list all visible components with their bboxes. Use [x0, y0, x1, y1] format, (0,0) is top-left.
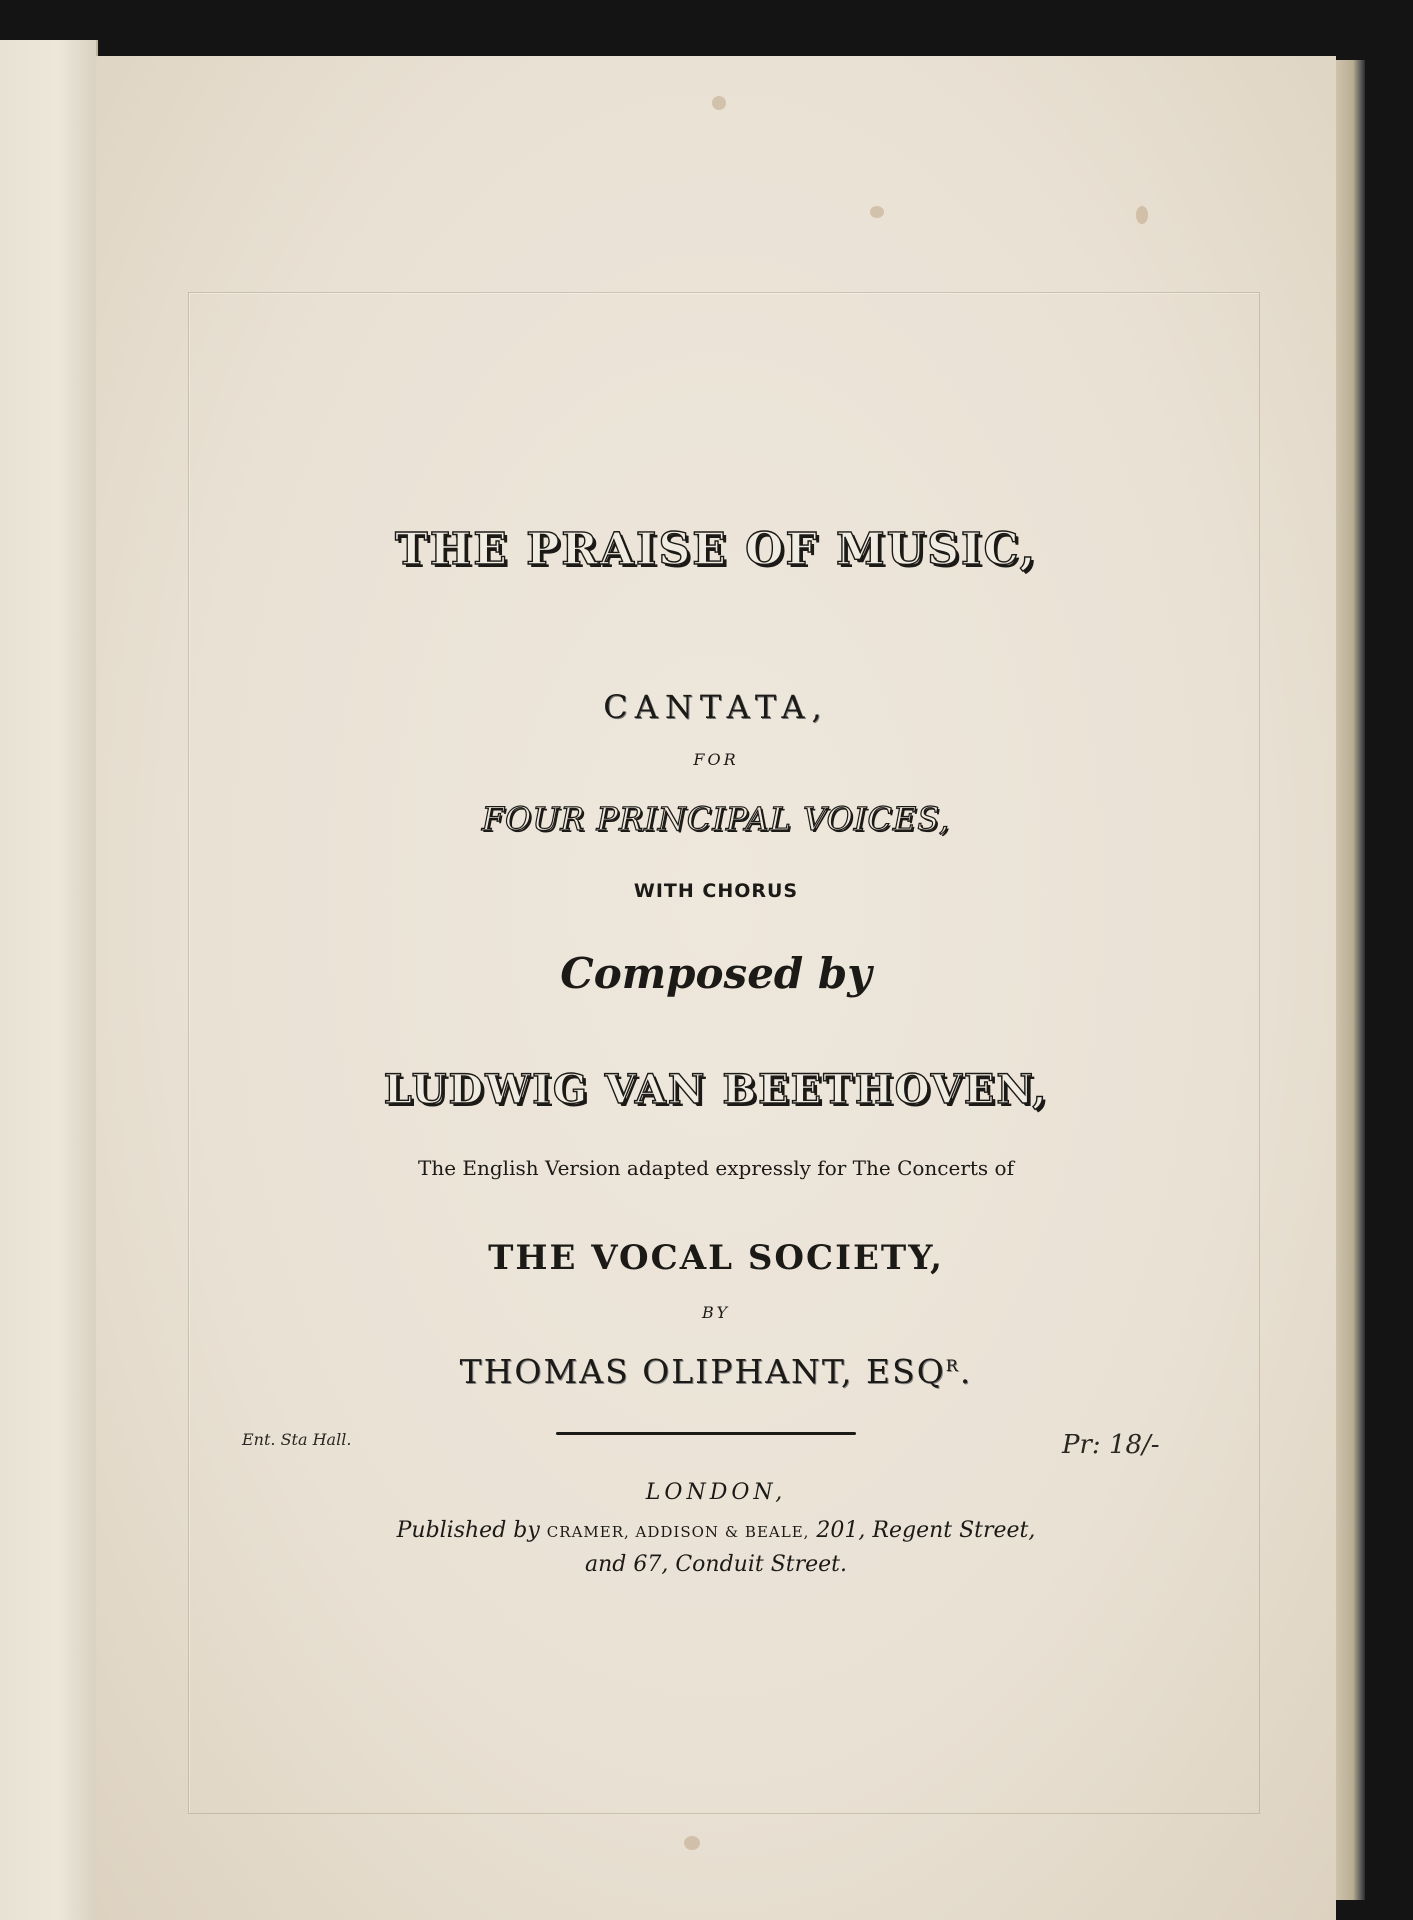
society-name: THE VOCAL SOCIETY,: [488, 1238, 944, 1278]
plate-mark: [188, 292, 1260, 1814]
for-label: FOR: [693, 750, 739, 769]
book-edge: [1335, 60, 1365, 1900]
voices-line: FOUR PRINCIPAL VOICES,: [481, 800, 951, 838]
composed-by: Composed by: [560, 949, 872, 998]
composer-name: LUDWIG VAN BEETHOVEN,: [383, 1066, 1049, 1113]
publisher-name: CRAMER, ADDISON & BEALE,: [546, 1523, 810, 1541]
address-2: and 67, Conduit Street.: [584, 1552, 847, 1577]
by-label: BY: [701, 1303, 731, 1322]
author-name: THOMAS OLIPHANT, $ESQ^R$.: [459, 1352, 973, 1391]
foxing-spot: [684, 1836, 700, 1850]
divider-rule: [556, 1432, 856, 1435]
entered-note: Ent. Sta Hall.: [242, 1430, 352, 1449]
author-suffix: R: [945, 1356, 960, 1375]
work-title: THE PRAISE OF MUSIC,: [394, 524, 1038, 575]
address-1: 201, Regent Street,: [816, 1518, 1036, 1543]
published-by: Published by: [396, 1518, 540, 1543]
foxing-spot: [870, 206, 884, 218]
imprint-city: LONDON,: [645, 1480, 787, 1505]
chorus-line: WITH CHORUS: [633, 880, 799, 902]
title-page: [96, 56, 1336, 1920]
facing-page: [0, 40, 98, 1920]
english-version-line: The English Version adapted expressly for The Concerts of: [417, 1156, 1014, 1180]
work-type: CANTATA,: [603, 688, 829, 726]
foxing-spot: [1136, 206, 1148, 224]
price-note: Pr: 18/-: [1062, 1430, 1160, 1460]
foxing-spot: [712, 96, 726, 110]
author-text: THOMAS OLIPHANT, ESQ: [459, 1352, 946, 1391]
imprint-publisher-line: [96, 1518, 1336, 1543]
